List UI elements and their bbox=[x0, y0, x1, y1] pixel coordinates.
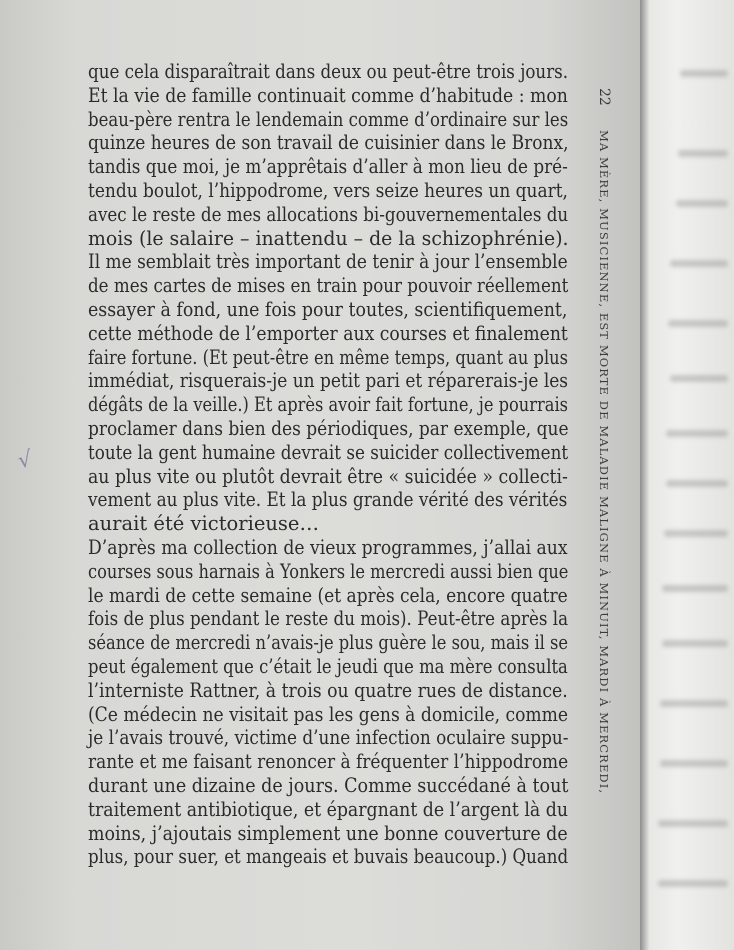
text-line: D’après ma collection de vieux programmes, j’allai aux bbox=[88, 535, 568, 559]
text-line: quinze heures de son travail de cuisinier dans le Bronx, bbox=[88, 131, 569, 155]
text-line: courses sous harnais à Yonkers le mercredi aussi bien que bbox=[88, 559, 569, 583]
text-line: séance de mercredi n’avais-je plus guère le sou, mais il se bbox=[88, 631, 569, 655]
text-line: immédiat, risquerais-je un petit pari et réparerais-je les bbox=[88, 369, 569, 393]
text-line: faire fortune. (Et peut-être en même temps, quant au plus bbox=[88, 345, 569, 369]
text-line: le mardi de cette semaine (et après cela, encore quatre bbox=[88, 583, 568, 607]
text-line: tandis que moi, je m’apprêtais d’aller à mon lieu de pré- bbox=[88, 155, 568, 179]
text-line: essayer à fond, une fois pour toutes, scientifiquement, bbox=[88, 297, 568, 321]
text-line: Et la vie de famille continuait comme d’habitude : mon bbox=[88, 83, 568, 107]
text-line: durant une dizaine de jours. Comme succédané à tout bbox=[88, 773, 569, 797]
text-line: toute la gent humaine devrait se suicider collectivement bbox=[88, 440, 569, 464]
text-line: fois de plus pendant le reste du mois). Peut-être après la bbox=[88, 607, 569, 631]
text-line: moins, j’ajoutais simplement une bonne couverture de bbox=[88, 821, 568, 845]
text-line: avec le reste de mes allocations bi-gouvernementales du bbox=[88, 202, 569, 226]
text-line: mois (le salaire – inattendu – de la schizophrénie). bbox=[88, 226, 569, 250]
text-line: traitement antibiotique, et épargnant de l’argent là du bbox=[88, 797, 568, 821]
text-line: l’interniste Rattner, à trois ou quatre rues de distance. bbox=[88, 678, 568, 702]
text-line: beau-père rentra le lendemain comme d’ordinaire sur les bbox=[88, 107, 569, 131]
text-line: Il me semblait très important de tenir à jour l’ensemble bbox=[88, 250, 568, 274]
text-line: de mes cartes de mises en train pour pouvoir réellement bbox=[88, 274, 569, 298]
body-text bbox=[88, 60, 568, 869]
text-line: aurait été victorieuse… bbox=[88, 512, 319, 536]
text-line: rante et me faisant renoncer à fréquenter l’hippodrome bbox=[88, 750, 569, 774]
text-line: vement au plus vite. Et la plus grande vérité des vérités bbox=[88, 488, 568, 512]
page-number: 22 bbox=[596, 88, 612, 106]
text-line: que cela disparaîtrait dans deux ou peut-être trois jours. bbox=[88, 60, 569, 83]
text-line: je l’avais trouvé, victime d’une infection oculaire suppu- bbox=[88, 726, 569, 750]
text-line: au plus vite ou plutôt devrait être « suicidée » collecti- bbox=[88, 464, 568, 488]
text-line: cette méthode de l’emporter aux courses et finalement bbox=[88, 321, 568, 345]
text-line: peut également que c’était le jeudi que ma mère consulta bbox=[88, 654, 568, 678]
text-line: dégâts de la veille.) Et après avoir fait fortune, je pourrais bbox=[88, 393, 568, 417]
running-head: MA MÈRE, MUSICIENNE, EST MORTE DE MALADIE MALIGNE À MINUIT, MARDI À MERCREDI, bbox=[597, 130, 611, 795]
text-line: tendu boulot, l’hippodrome, vers seize heures un quart, bbox=[88, 178, 568, 202]
facing-page-blur bbox=[640, 0, 734, 950]
text-line: proclamer dans bien des périodiques, par exemple, que bbox=[88, 416, 569, 440]
text-line: plus, pour suer, et mangeais et buvais beaucoup.) Quand bbox=[88, 845, 569, 869]
margin-checkmark: √ bbox=[15, 446, 35, 475]
text-line: (Ce médecin ne visitait pas les gens à domicile, comme bbox=[88, 702, 569, 726]
